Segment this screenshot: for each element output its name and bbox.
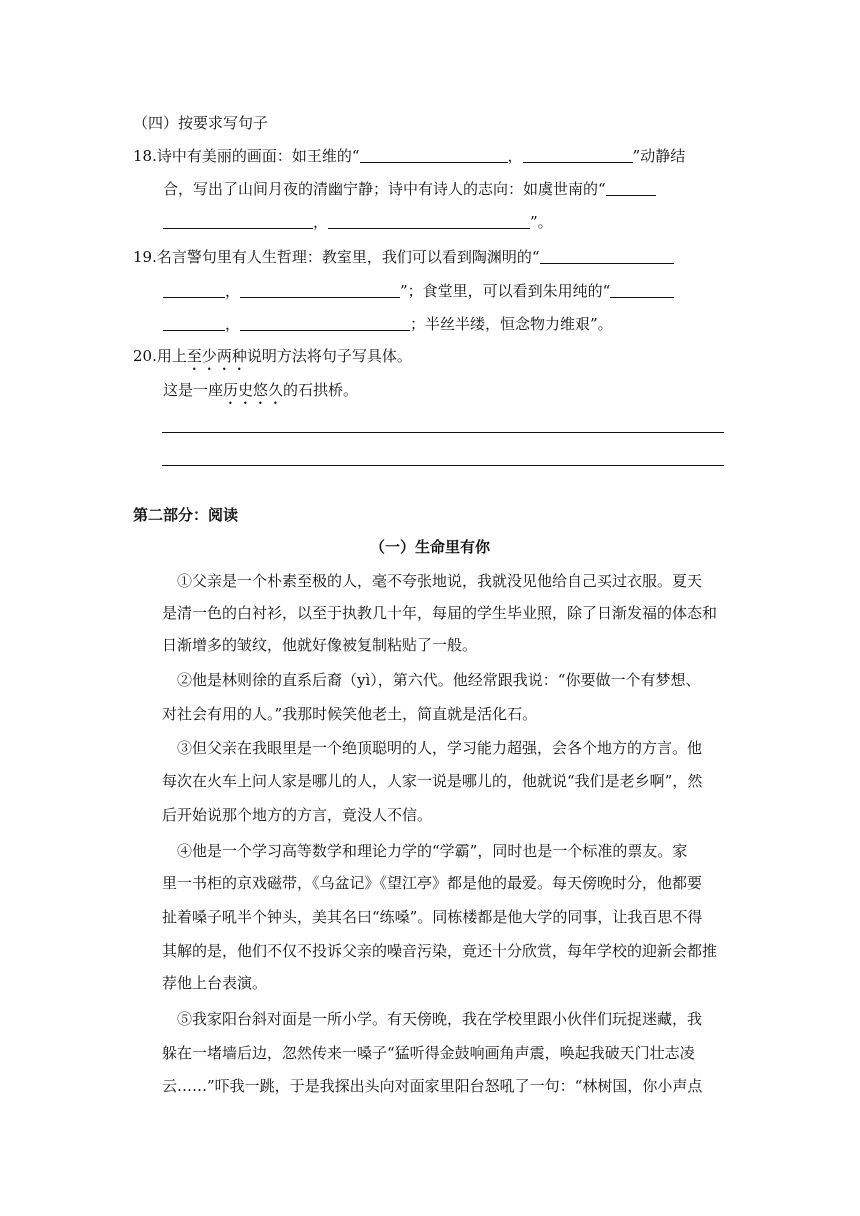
question-18-text: 合，写出了山间月夜的清幽宁静；诗中有诗人的志向：如虞世南的“	[163, 180, 606, 198]
passage-line: 荐他上台表演。	[162, 974, 268, 992]
answer-line[interactable]	[162, 432, 724, 433]
answer-blank[interactable]	[540, 248, 674, 264]
question-19-line-1	[133, 247, 674, 267]
emphasized-text: 至少两种	[186, 347, 247, 365]
question-20-line-1	[133, 346, 412, 374]
section-heading: （四）按要求写句子	[133, 114, 269, 132]
answer-blank[interactable]	[163, 315, 225, 331]
answer-blank[interactable]	[163, 213, 313, 229]
passage-line: 后开始说那个地方的方言，竟没人不信。	[162, 806, 433, 824]
question-18-line-3	[163, 212, 553, 232]
question-18-text: 18.诗中有美丽的画面：如王维的“	[133, 147, 360, 165]
answer-line[interactable]	[162, 465, 724, 466]
passage-line: ①父亲是一个朴素至极的人，毫不夸张地说，我就没见他给自己买过衣服。夏天	[177, 572, 703, 590]
passage-line: 其解的是，他们不仅不投诉父亲的噪音污染，竟还十分欣赏，每年学校的迎新会都推	[162, 942, 718, 960]
passage-line: 对社会有用的人。”我那时候笑他老土，简直就是活化石。	[162, 705, 538, 723]
passage-title: （一）生命里有你	[369, 538, 490, 556]
question-18-text: ”动静结	[632, 147, 686, 165]
question-18-line-2	[163, 179, 656, 199]
question-20-text: 说明方法将句子写具体。	[246, 347, 412, 365]
passage-line: 云……”吓我一跳，于是我探出头向对面家里阳台怒吼了一句：“林树国，你小声点	[162, 1077, 703, 1095]
question-19-text: ”；食堂里，可以看到朱用纯的“	[400, 282, 611, 300]
answer-blank[interactable]	[360, 147, 508, 163]
question-19-text: 19.名言警句里有人生哲理：教室里，我们可以看到陶渊明的“	[133, 248, 540, 266]
passage-line: ④他是一个学习高等数学和理论力学的“学霸”，同时也是一个标准的票友。家	[177, 842, 688, 860]
answer-blank[interactable]	[610, 282, 674, 298]
question-18-line-1	[133, 146, 685, 166]
passage-line: ⑤我家阳台斜对面是一所小学。有天傍晚，我在学校里跟小伙伴们玩捉迷藏，我	[177, 1010, 703, 1028]
separator: ，	[313, 213, 329, 231]
sentence-text: 的石拱桥。	[283, 381, 359, 399]
passage-line: ③但父亲在我眼里是一个绝顶聪明的人，学习能力超强，会各个地方的方言。他	[177, 739, 703, 757]
separator: ，	[507, 147, 523, 165]
answer-blank[interactable]	[240, 315, 410, 331]
question-18-text: ”。	[530, 213, 553, 231]
answer-blank[interactable]	[523, 147, 633, 163]
separator: ，	[225, 282, 241, 300]
question-19-line-3	[163, 314, 613, 334]
separator: ，	[225, 315, 241, 333]
passage-line: 每次在火车上问人家是哪儿的人，人家一说是哪儿的，他就说“我们是老乡啊”，然	[162, 772, 703, 790]
passage-line: 躲在一堵墙后边，忽然传来一嗓子“猛听得金鼓响画角声震，唤起我破天门壮志凌	[162, 1044, 695, 1062]
question-19-line-2	[163, 281, 674, 301]
passage-line: 日渐增多的皱纹，他就好像被复制粘贴了一般。	[162, 636, 478, 654]
question-19-text: ；半丝半缕，恒念物力维艰”。	[410, 315, 613, 333]
passage-line: ②他是林则徐的直系后裔（yì），第六代。他经常跟我说：“你要做一个有梦想、	[177, 671, 701, 689]
passage-line: 是清一色的白衬衫，以至于执教几十年，每届的学生毕业照，除了日渐发福的体态和	[162, 604, 718, 622]
question-20-sentence	[163, 380, 358, 408]
passage-line: 里一书柜的京戏磁带，《乌盆记》《望江亭》都是他的最爱。每天傍晚时分，他都要	[162, 874, 703, 892]
answer-blank[interactable]	[328, 213, 530, 229]
sentence-text: 这是一座	[163, 381, 224, 399]
answer-blank[interactable]	[240, 282, 400, 298]
part-heading: 第二部分：阅读	[133, 506, 239, 524]
answer-blank[interactable]	[606, 180, 656, 196]
question-20-text: 20.用上	[133, 347, 187, 365]
passage-line: 扯着嗓子吼半个钟头，美其名曰“练嗓”。同栋楼都是他大学的同事，让我百思不得	[162, 908, 703, 926]
answer-blank[interactable]	[163, 282, 225, 298]
emphasized-text: 历史悠久	[223, 381, 284, 399]
